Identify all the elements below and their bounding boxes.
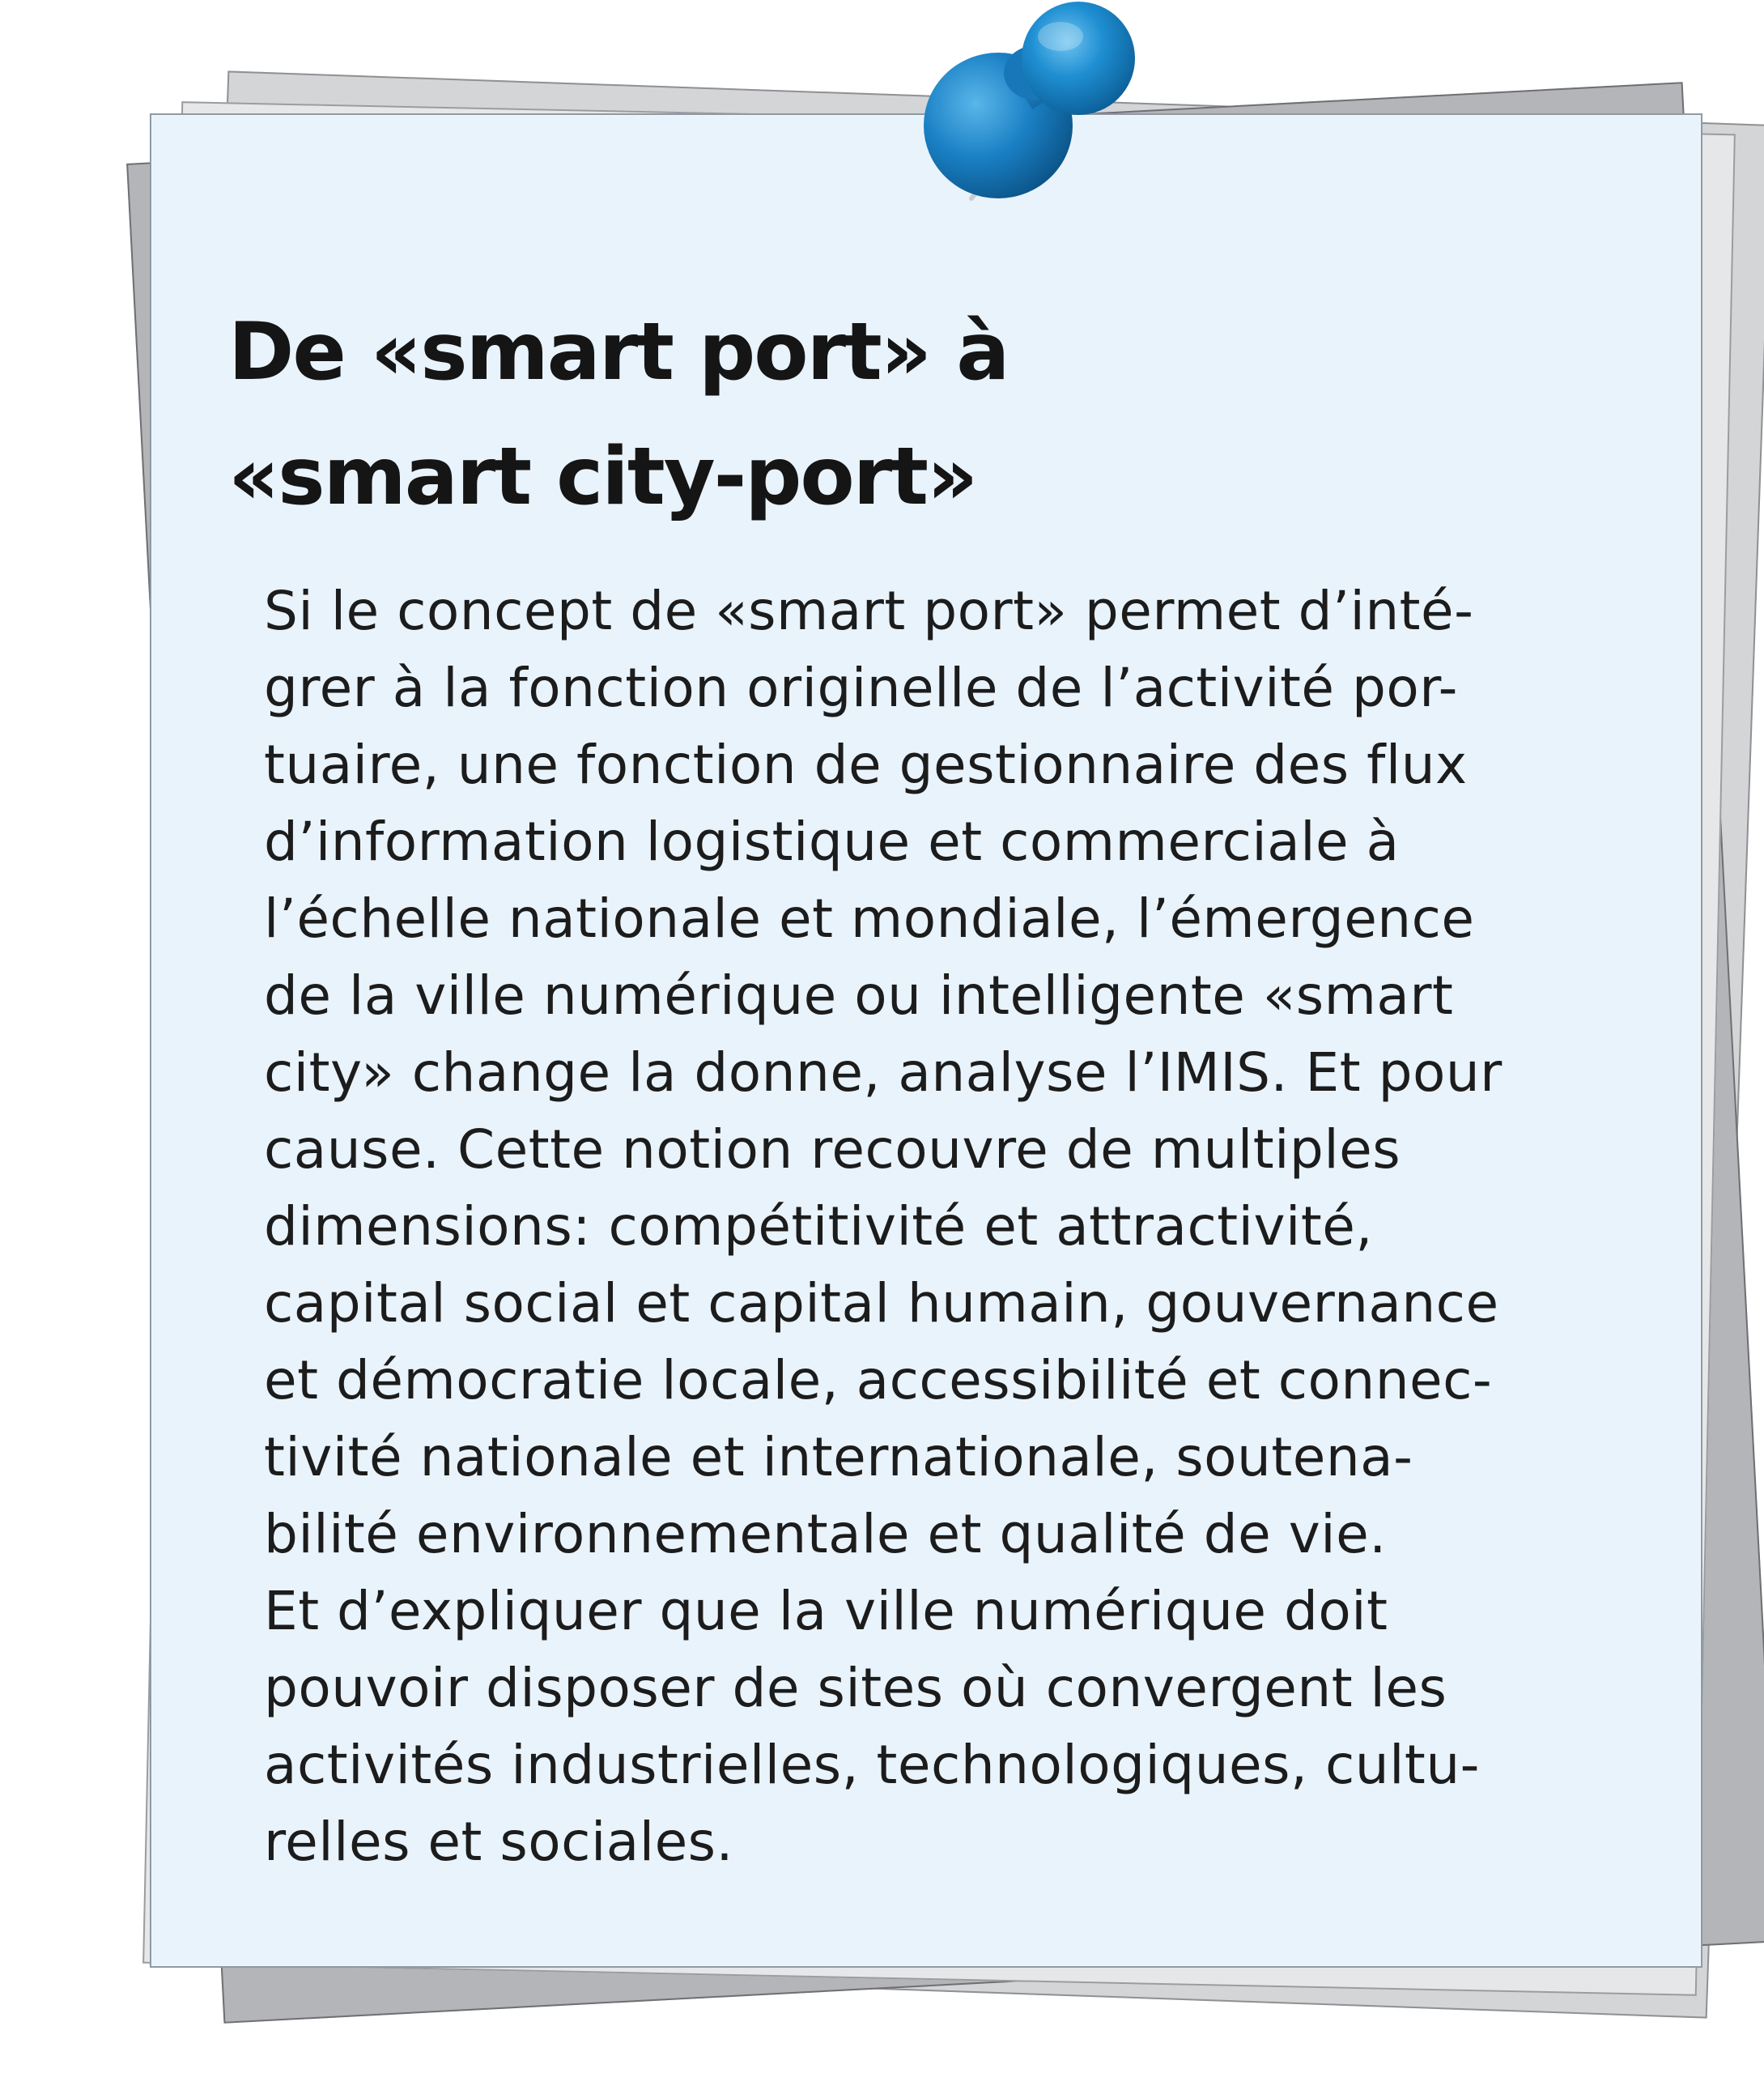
- body-line: l’échelle nationale et mondiale, l’émergence: [264, 888, 1475, 950]
- body-line: dimensions: compétitivité et attractivité,: [264, 1195, 1373, 1258]
- note-title-line: «smart city-port»: [228, 431, 977, 523]
- note-title: [228, 290, 1605, 539]
- body-line: de la ville numérique ou intelligente «smart: [264, 964, 1454, 1027]
- body-line: Et d’expliquer que la ville numérique doit: [264, 1580, 1388, 1642]
- body-line: bilité environnementale et qualité de vie.: [264, 1503, 1387, 1565]
- body-line: activités industrielles, technologiques, cultu-: [264, 1734, 1480, 1796]
- body-line: Si le concept de «smart port» permet d’inté-: [264, 580, 1474, 642]
- body-line: et démocratie locale, accessibilité et connec-: [264, 1349, 1493, 1411]
- note-body: [264, 573, 1673, 1880]
- push-pin-icon: [923, 0, 1150, 211]
- body-line: grer à la fonction originelle de l’activité por-: [264, 657, 1459, 719]
- body-line: capital social et capital humain, gouvernance: [264, 1272, 1499, 1334]
- body-line: relles et sociales.: [264, 1811, 734, 1873]
- body-line: cause. Cette notion recouvre de multiples: [264, 1118, 1401, 1181]
- body-line: tuaire, une fonction de gestionnaire des flux: [264, 734, 1468, 796]
- body-line: city» change la donne, analyse l’IMIS. Et pour: [264, 1041, 1503, 1104]
- body-line: tivité nationale et internationale, soutena-: [264, 1426, 1413, 1488]
- note-title-line: De «smart port» à: [228, 306, 1009, 398]
- body-line: pouvoir disposer de sites où convergent les: [264, 1657, 1447, 1719]
- body-line: d’information logistique et commerciale à: [264, 811, 1400, 873]
